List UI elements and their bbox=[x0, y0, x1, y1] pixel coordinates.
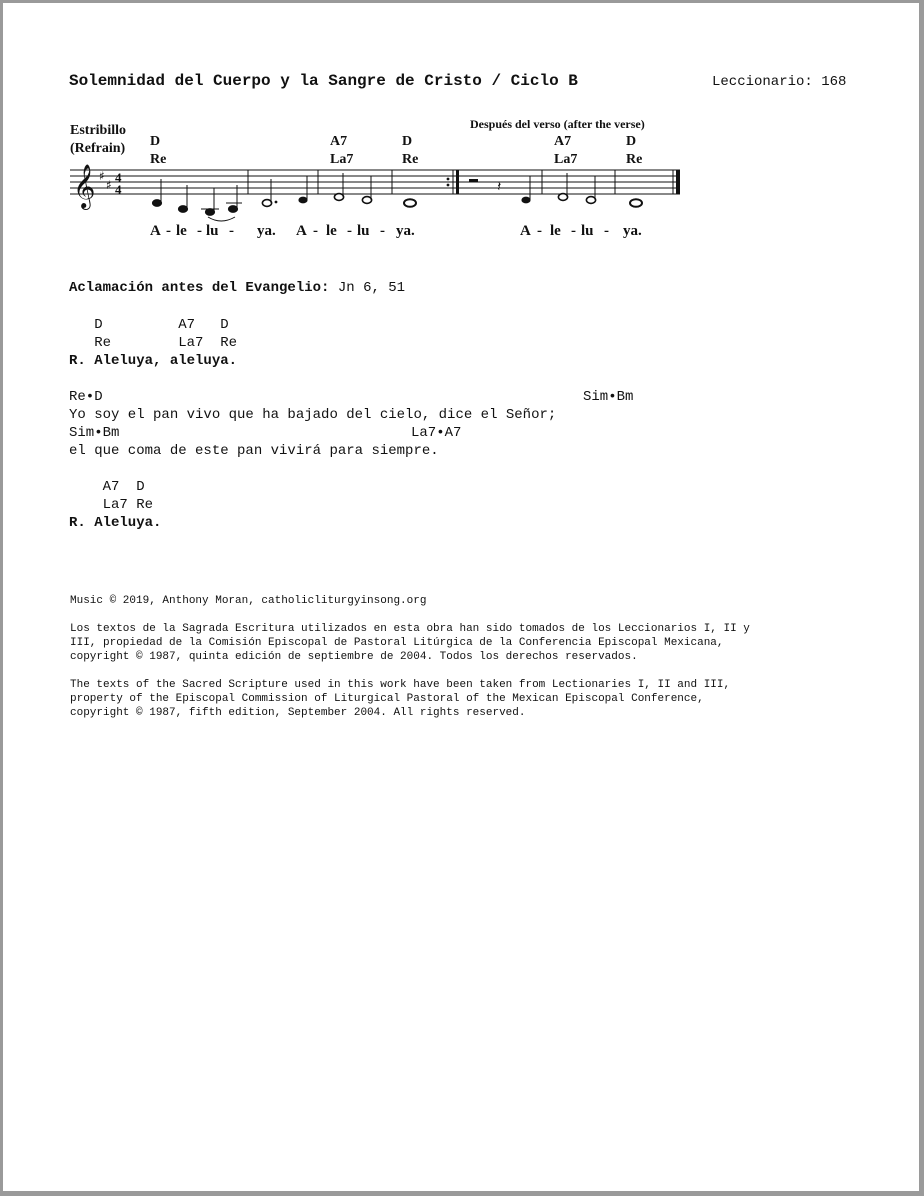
page bbox=[3, 3, 919, 1191]
lyric-hyphen: - bbox=[347, 223, 352, 239]
treble-clef-icon: 𝄞 bbox=[73, 164, 96, 208]
spanish-copyright-line: Los textos de la Sagrada Escritura utilizados en esta obra han sido tomados de los Leccionarios I, II y bbox=[70, 623, 750, 635]
response-chords-es bbox=[69, 334, 237, 352]
english-copyright-line: copyright © 1987, fifth edition, September 2004. All rights reserved. bbox=[70, 707, 526, 719]
lyric-syllable: lu bbox=[581, 223, 594, 239]
lyric-syllable: le bbox=[326, 223, 337, 239]
chord-es: La7 bbox=[554, 152, 578, 167]
acclamation-title: Aclamación antes del Evangelio: bbox=[69, 280, 330, 296]
chord-line: D A7 D bbox=[94, 317, 229, 333]
refrain-label-en: (Refrain) bbox=[70, 141, 126, 156]
verse-line: el que coma de este pan vivirá para siempre. bbox=[69, 443, 439, 459]
refrain-label: Estribillo bbox=[70, 123, 127, 138]
lyric-hyphen: - bbox=[537, 223, 542, 239]
svg-text:𝄽: 𝄽 bbox=[497, 179, 502, 195]
lyric-syllable: ya. bbox=[396, 223, 415, 239]
chord-en: D bbox=[626, 134, 637, 149]
lectionary-number: Leccionario: 168 bbox=[712, 74, 847, 90]
lyric-syllable: le bbox=[550, 223, 561, 239]
lyric-hyphen: - bbox=[229, 223, 234, 239]
chord-line: A7 D bbox=[102, 479, 145, 495]
lyric-hyphen: - bbox=[604, 223, 609, 239]
acclamation-heading bbox=[69, 279, 405, 297]
final-chords-es bbox=[69, 496, 153, 514]
chord-es: Re bbox=[402, 152, 419, 167]
lyric-syllable: lu bbox=[206, 223, 219, 239]
lyric-hyphen: - bbox=[197, 223, 202, 239]
chord-es: Re bbox=[626, 152, 643, 167]
music-credit: Music © 2019, Anthony Moran, catholicliturgyinsong.org bbox=[70, 595, 427, 607]
lyric-syllable: le bbox=[176, 223, 187, 239]
lyric-syllable: A bbox=[150, 223, 161, 239]
lyric-syllable: lu bbox=[357, 223, 370, 239]
chord-es: La7 bbox=[330, 152, 354, 167]
response-chords-en bbox=[69, 316, 229, 334]
verse-chords-left: Sim•Bm bbox=[69, 425, 120, 441]
chord-en: A7 bbox=[330, 134, 348, 149]
chord-line: Re La7 Re bbox=[94, 335, 238, 351]
english-copyright-line: The texts of the Sacred Scripture used in this work have been taken from Lectionaries I, II and III, bbox=[70, 679, 731, 691]
verse-line: Yo soy el pan vivo que ha bajado del cielo, dice el Señor; bbox=[69, 407, 557, 423]
spanish-copyright-line: III, propiedad de la Comisión Episcopal de Pastoral Litúrgica de la Conferencia Episcopal Mexicana, bbox=[70, 637, 724, 649]
scripture-reference: Jn 6, 51 bbox=[337, 280, 406, 296]
svg-text:4: 4 bbox=[115, 170, 122, 185]
lyric-syllable: A bbox=[296, 223, 307, 239]
after-verse-label: Después del verso (after the verse) bbox=[470, 117, 645, 131]
final-response: R. Aleluya. bbox=[69, 515, 162, 531]
verse-chords-right: Sim•Bm bbox=[583, 389, 634, 405]
music-staff bbox=[3, 3, 919, 263]
svg-text:♯: ♯ bbox=[99, 169, 105, 183]
chord-es: Re bbox=[150, 152, 167, 167]
final-chords-en bbox=[69, 478, 145, 496]
chord-line: La7 Re bbox=[102, 497, 154, 513]
lyric-hyphen: - bbox=[166, 223, 171, 239]
chord-en: D bbox=[402, 134, 413, 149]
svg-text:4: 4 bbox=[115, 182, 122, 197]
lyric-syllable: ya. bbox=[623, 223, 642, 239]
lyric-hyphen: - bbox=[571, 223, 576, 239]
response-line: R. Aleluya, aleluya. bbox=[69, 353, 238, 369]
lyric-syllable: ya. bbox=[257, 223, 276, 239]
lyric-hyphen: - bbox=[313, 223, 318, 239]
lyric-syllable: A bbox=[520, 223, 531, 239]
chord-en: D bbox=[150, 134, 161, 149]
svg-text:♯: ♯ bbox=[106, 178, 112, 192]
verse-chords-right: La7•A7 bbox=[411, 425, 462, 441]
chord-en: A7 bbox=[554, 134, 572, 149]
english-copyright-line: property of the Episcopal Commission of Liturgical Pastoral of the Mexican Episcopal Conference, bbox=[70, 693, 704, 705]
lyric-hyphen: - bbox=[380, 223, 385, 239]
verse-chords-left: Re•D bbox=[69, 389, 103, 405]
spanish-copyright-line: copyright © 1987, quinta edición de septiembre de 2004. Todos los derechos reservados. bbox=[70, 651, 638, 663]
page-title: Solemnidad del Cuerpo y la Sangre de Cristo / Ciclo B bbox=[69, 72, 578, 90]
